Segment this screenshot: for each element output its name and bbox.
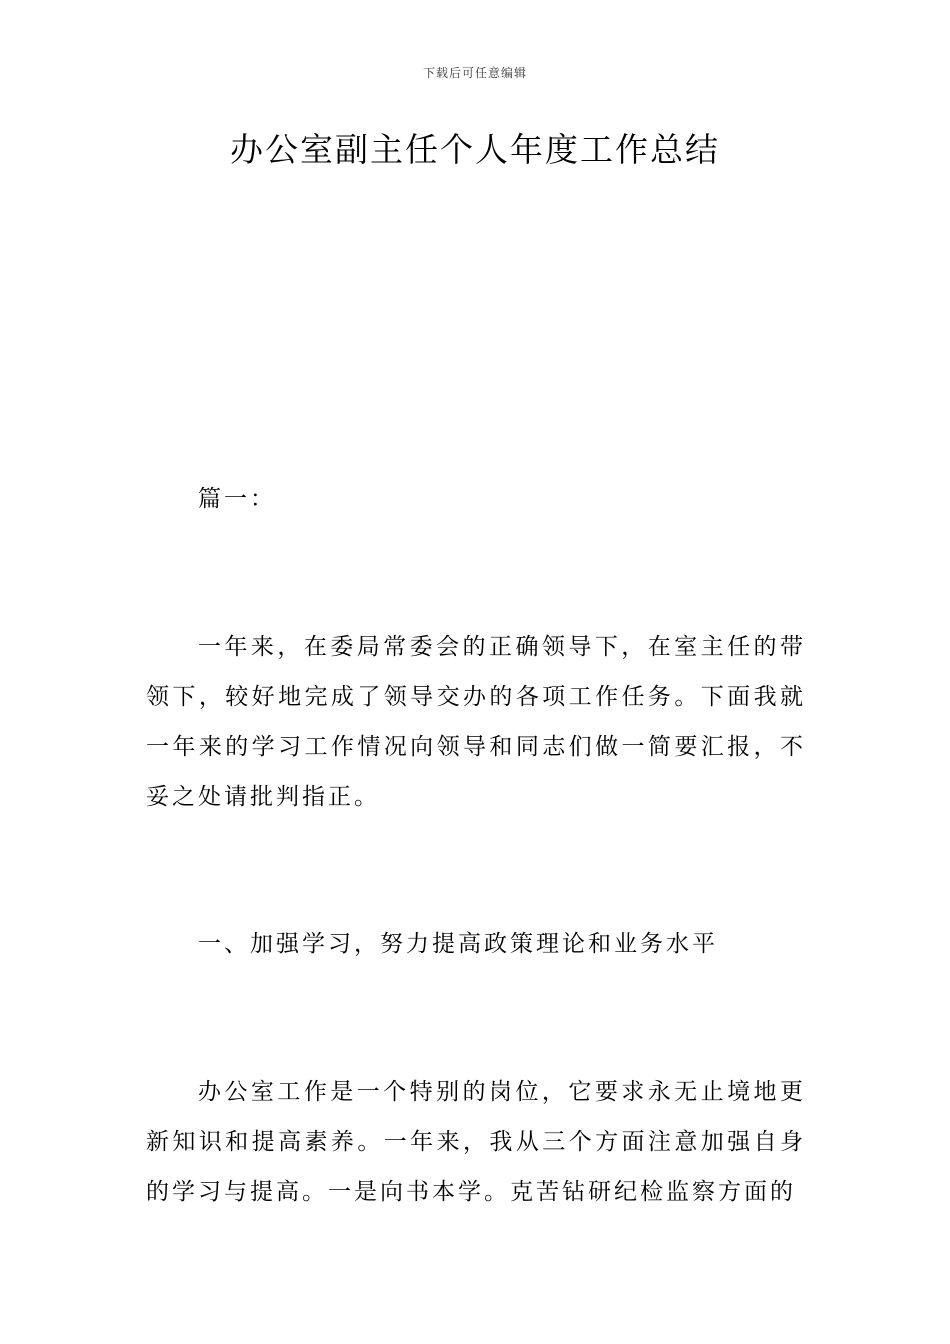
part-heading: 篇一： <box>198 486 276 512</box>
document-title: 办公室副主任个人年度工作总结 <box>230 130 720 169</box>
section-heading: 一、加强学习，努力提高政策理论和业务水平 <box>198 931 718 957</box>
header-note: 下载后可任意编辑 <box>422 66 527 80</box>
paragraph-intro: 一年来，在委局常委会的正确领导下，在室主任的带领下，较好地完成了领导交办的各项工作任务。下面我就一年来的学习工作情况向领导和同志们做一简要汇报，不妥之处请批判指正。 <box>146 634 806 810</box>
paragraph-study: 办公室工作是一个特别的岗位，它要求永无止境地更新知识和提高素养。一年来，我从三个方面注意加强自身的学习与提高。一是向书本学。克苦钻研纪检监察方面的 <box>146 1079 806 1205</box>
